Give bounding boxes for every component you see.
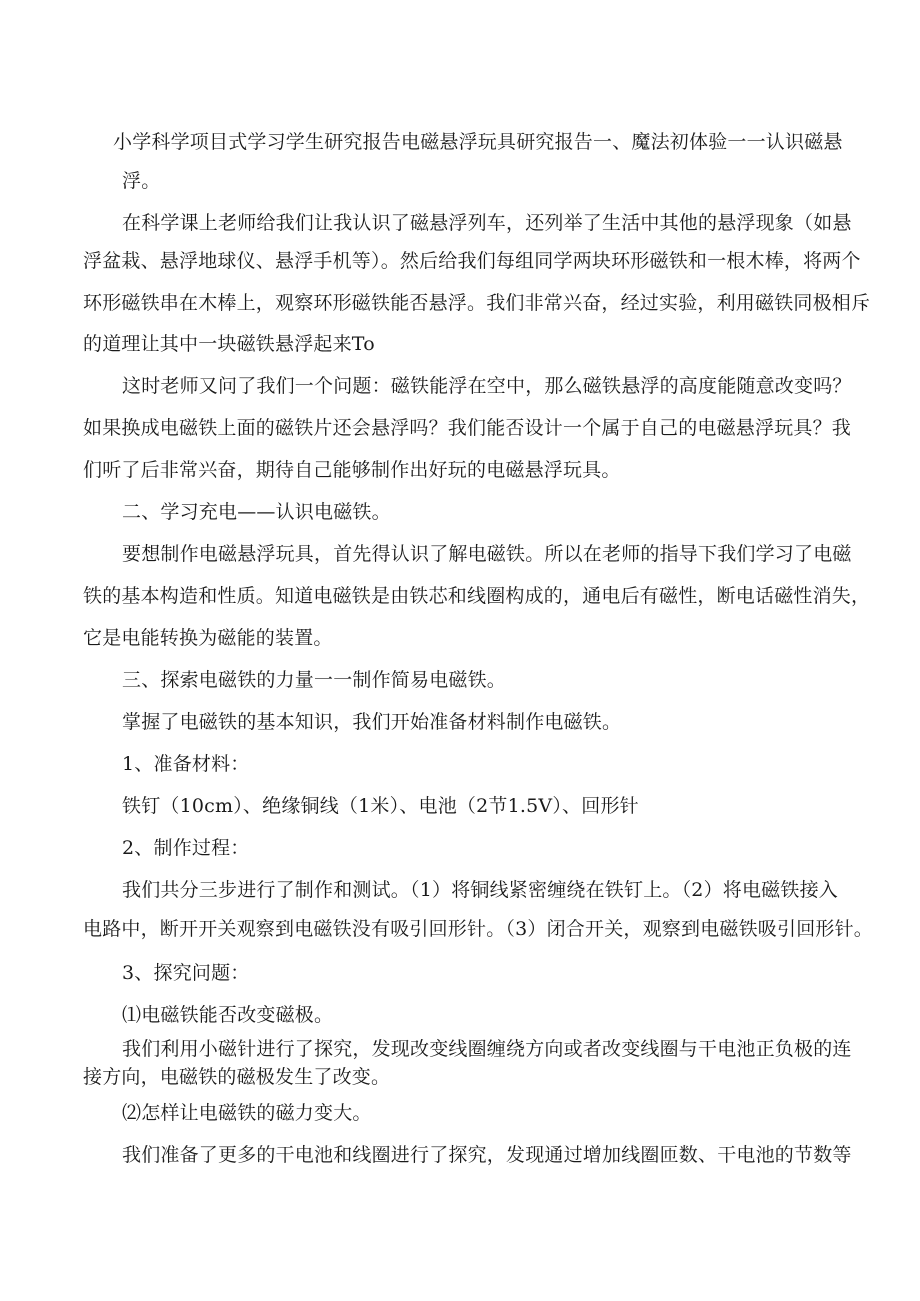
paragraph-line: 我们利用小磁针进行了探究，发现改变线圈缠绕方向或者改变线圈与干电池正负极的连 bbox=[122, 1038, 852, 1060]
paragraph-line: 它是电能转换为磁能的装置。 bbox=[83, 627, 333, 649]
paragraph-line: 要想制作电磁悬浮玩具，首先得认识了解电磁铁。所以在老师的指导下我们学习了电磁 bbox=[122, 543, 852, 565]
paragraph-line: 环形磁铁串在木棒上，观察环形磁铁能否悬浮。我们非常兴奋，经过实验，利用磁铁同极相斥 bbox=[83, 292, 871, 314]
paragraph-line: 我们共分三步进行了制作和测试。（1）将铜线紧密缠绕在铁钉上。（2）将电磁铁接入 bbox=[122, 879, 838, 901]
paragraph-line: 浮盆栽、悬浮地球仪、悬浮手机等）。然后给我们每组同学两块环形磁铁和一根木棒，将两个 bbox=[83, 250, 861, 272]
question-heading: ⑴电磁铁能否改变磁极。 bbox=[122, 1004, 334, 1026]
report-title-line: 小学科学项目式学习学生研究报告电磁悬浮玩具研究报告一、魔法初体验一一认识磁悬 bbox=[113, 131, 843, 153]
report-title-line-end: 浮。 bbox=[122, 170, 161, 192]
paragraph-line: 的道理让其中一块磁铁悬浮起来To bbox=[83, 333, 375, 355]
subsection-heading: 3、探究问题： bbox=[122, 962, 250, 984]
section-heading: 二、学习充电——认识电磁铁。 bbox=[122, 501, 391, 523]
materials-list: 铁钉（10cm）、绝缘铜线（1米）、电池（2节1.5V）、回形针 bbox=[122, 795, 639, 817]
paragraph-line: 们听了后非常兴奋，期待自己能够制作出好玩的电磁悬浮玩具。 bbox=[83, 459, 621, 481]
paragraph-line: 掌握了电磁铁的基本知识，我们开始准备材料制作电磁铁。 bbox=[122, 711, 622, 733]
paragraph-line: 如果换成电磁铁上面的磁铁片还会悬浮吗？我们能否设计一个属于自己的电磁悬浮玩具？我 bbox=[83, 417, 852, 439]
paragraph-line: 铁的基本构造和性质。知道电磁铁是由铁芯和线圈构成的，通电后有磁性，断电话磁性消失， bbox=[83, 585, 871, 607]
paragraph-line: 在科学课上老师给我们让我认识了磁悬浮列车，还列举了生活中其他的悬浮现象（如悬 bbox=[122, 212, 852, 234]
subsection-heading: 1、准备材料： bbox=[122, 753, 250, 775]
paragraph-line: 接方向，电磁铁的磁极发生了改变。 bbox=[83, 1066, 391, 1088]
paragraph-line: 电路中，断开开关观察到电磁铁没有吸引回形针。（3）闭合开关，观察到电磁铁吸引回形针。 bbox=[83, 918, 873, 940]
question-heading: ⑵怎样让电磁铁的磁力变大。 bbox=[122, 1102, 372, 1124]
section-heading: 三、探索电磁铁的力量一一制作简易电磁铁。 bbox=[122, 669, 507, 691]
subsection-heading: 2、制作过程： bbox=[122, 837, 250, 859]
paragraph-line: 我们准备了更多的干电池和线圈进行了探究，发现通过增加线圈匝数、干电池的节数等 bbox=[122, 1144, 852, 1166]
paragraph-line: 这时老师又问了我们一个问题：磁铁能浮在空中，那么磁铁悬浮的高度能随意改变吗？ bbox=[122, 375, 852, 397]
